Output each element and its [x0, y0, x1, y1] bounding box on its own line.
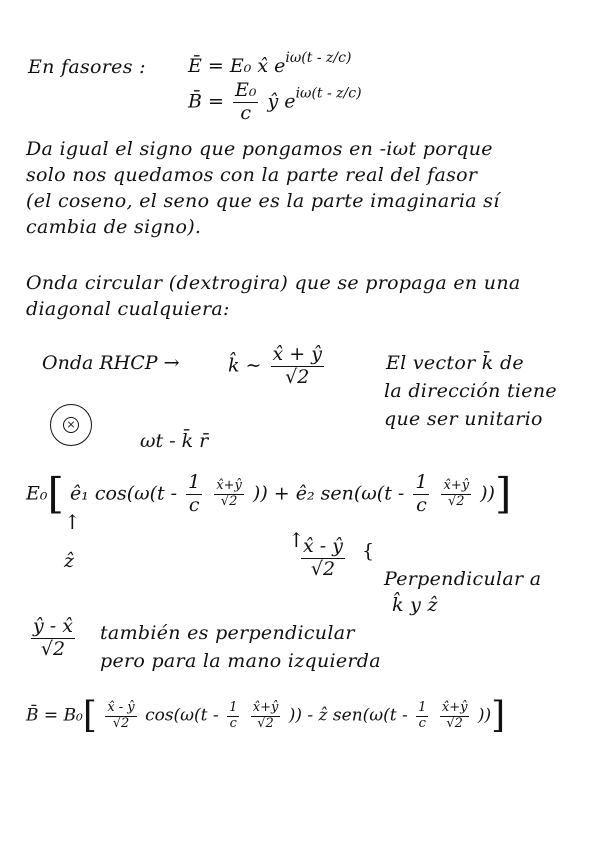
b-frac5 [440, 701, 470, 732]
paragraph1-line3: (el coseno, el seno que es la parte imaginaria sí [26, 190, 500, 212]
b-phasor-fraction [233, 80, 259, 125]
b-frac4-num: 1 [418, 699, 427, 715]
b-phasor-num: E₀ [234, 79, 257, 101]
e-field-frac2 [214, 479, 244, 510]
paragraph2-line2: diagonal cualquiera: [26, 298, 230, 320]
rotation-circle-icon [50, 404, 92, 446]
e-phasor-lhs: Ē [188, 55, 202, 77]
rhcp-note-line2: la dirección tiene [384, 380, 557, 402]
b-frac2 [227, 701, 239, 732]
alt-den: √2 [40, 637, 66, 660]
alt-text-line2: pero para la mano izquierda [100, 650, 381, 672]
e2-num: x̂ - ŷ [303, 535, 343, 557]
b-frac3-den: √2 [257, 715, 274, 731]
e-field-frac4 [441, 479, 471, 510]
e-field-frac1-num: 1 [188, 471, 201, 493]
e-field-mid: )) + ê₂ sen(ω(t - [252, 482, 405, 505]
rhcp-label: Onda RHCP → [42, 352, 180, 374]
b-field-lhs: B̄ = B₀ [26, 705, 83, 726]
b-frac1 [105, 701, 136, 732]
rhcp-k-fraction [271, 344, 324, 389]
up-arrow-icon: ↑ [64, 510, 81, 534]
perp-line2: k̂ y ẑ [392, 594, 438, 616]
b-frac1-den: √2 [112, 715, 130, 731]
alt-num: ŷ - x̂ [33, 615, 73, 637]
e-field-frac4-den: √2 [447, 493, 465, 509]
phase-expression: ωt - k̄ r̄ [140, 430, 209, 452]
e-field-prefix: E₀ [26, 482, 48, 505]
b-field-cos: cos(ω(t - [145, 705, 219, 726]
e-field-equation [26, 469, 512, 519]
paragraph1-line4: cambia de signo). [26, 216, 202, 238]
e-field-frac3-num: 1 [415, 471, 428, 493]
b-right-bracket: ] [491, 695, 506, 736]
rhcp-k-num: x̂ + ŷ [272, 343, 322, 365]
circle-cross-icon: × [63, 417, 79, 433]
alt-fraction-wrap [28, 616, 78, 661]
phasor-label: En fasores : [28, 56, 146, 78]
rhcp-k-den: √2 [285, 365, 310, 388]
b-frac5-den: √2 [446, 715, 463, 731]
b-left-bracket: [ [82, 695, 97, 736]
b-frac4-den: c [418, 715, 426, 731]
e-field-frac1 [186, 472, 202, 517]
b-frac2-num: 1 [229, 699, 238, 715]
right-bracket: ] [494, 469, 512, 519]
b-phasor-exponent: iω(t - z/c) [295, 85, 362, 102]
b-phasor-lhs: B̄ [188, 90, 202, 113]
e2-definition [298, 536, 348, 581]
b-phasor-eq: = [208, 90, 224, 113]
e-field-e1: ê₁ [69, 482, 89, 505]
perp-line1: Perpendicular a [384, 568, 542, 590]
paragraph1-line1: Da igual el signo que pongamos en -iωt porque [26, 138, 493, 160]
left-bracket: [ [47, 469, 64, 519]
e1-label: ẑ [64, 550, 75, 572]
e-phasor-rhs: = E₀ x̂ e [207, 55, 286, 77]
b-frac3 [251, 701, 281, 732]
b-field-close: )) [477, 705, 492, 726]
b-field-mid: )) - ẑ sen(ω(t - [288, 705, 408, 726]
paragraph2-line1: Onda circular (dextrogira) que se propaga en una [26, 272, 521, 294]
e-field-frac2-den: √2 [220, 493, 238, 509]
up-arrow-icon-2: ↑ [288, 528, 305, 552]
rhcp-note-line3: que ser unitario [384, 408, 543, 430]
b-frac5-num: x̂+ŷ [441, 699, 468, 715]
e2-fraction [301, 536, 345, 581]
e-field-frac1-den: c [188, 493, 200, 516]
e2-den: √2 [310, 557, 336, 580]
e-phasor-exponent: iω(t - z/c) [285, 50, 352, 66]
rhcp-note-line1: El vector k̄ de [386, 352, 524, 374]
b-field-equation [26, 695, 506, 736]
e-field-frac2-num: x̂+ŷ [216, 477, 242, 493]
e-phasor-equation [188, 50, 351, 77]
alt-fraction [31, 616, 75, 661]
b-phasor-den: c [240, 101, 252, 124]
e-field-cos: cos(ω(t - [94, 482, 178, 505]
e-field-close: )) [480, 482, 495, 505]
b-phasor-rhs: ŷ e [267, 90, 296, 113]
e-field-frac4-num: x̂+ŷ [443, 477, 470, 493]
b-frac3-num: x̂+ŷ [252, 699, 279, 715]
e-field-frac3-den: c [416, 493, 427, 516]
b-frac4 [416, 701, 428, 732]
alt-text-line1: también es perpendicular [100, 622, 355, 644]
rhcp-k: k̂ ∼ [228, 354, 262, 377]
b-phasor-equation [188, 80, 362, 125]
e-field-frac3 [413, 472, 429, 517]
curly-brace-icon: { [362, 540, 375, 562]
b-frac2-den: c [229, 715, 237, 731]
paragraph1-line2: solo nos quedamos con la parte real del fasor [26, 164, 478, 186]
b-frac1-num: x̂ - ŷ [107, 699, 135, 715]
rhcp-k-equation [228, 344, 327, 389]
